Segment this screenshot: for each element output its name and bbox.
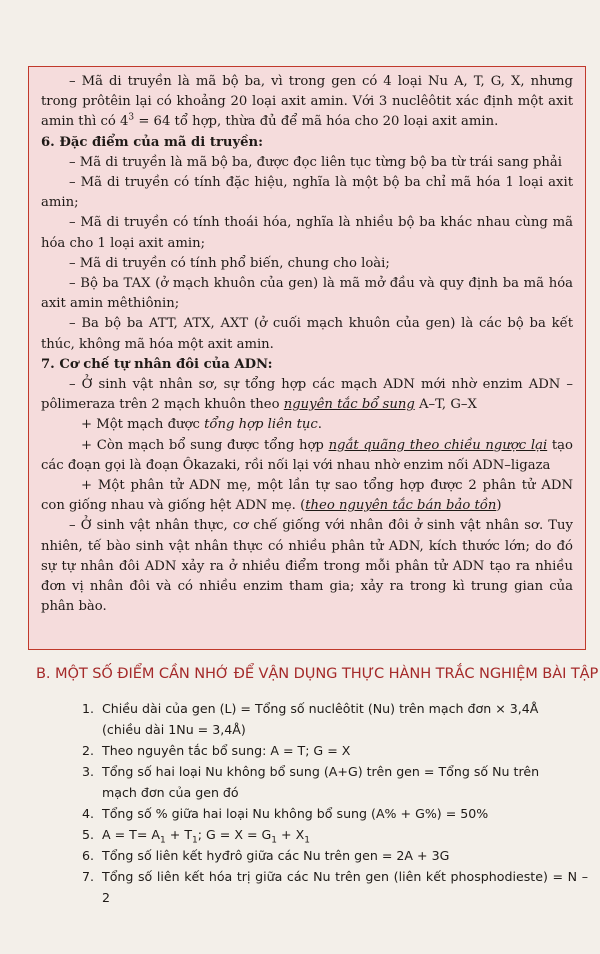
paragraph-lagging-strand: + Còn mạch bổ sung được tổng hợp ngắt quãng theo chiều ngược lại tạo các đoạn gọi là đoạn Ôkazaki, rồi nối lại với nhau nhờ enzim nối ADN–ligaza xyxy=(41,437,573,473)
paragraph-feature-4: – Mã di truyền có tính phổ biến, chung cho loài; xyxy=(69,255,390,271)
paragraph-replication-prokaryote: – Ở sinh vật nhân sơ, sự tổng hợp các mạch ADN mới nhờ enzim ADN – pôlimeraza trên 2 mạch khuôn theo nguyên tắc bổ sung A–T, G–X xyxy=(41,377,573,413)
paragraph-replication-eukaryote: – Ở sinh vật nhân thực, cơ chế giống với nhân đôi ở sinh vật nhân sơ. Tuy nhiên, tế bào sinh vật nhân thực có nhiều phân tử ADN, kích thước lớn; do đó sự tự nhân đôi ADN xảy ra ở nhiều điểm trong mỗi phân tử ADN tạo ra nhiều đơn vị nhân đôi và có nhiều enzim tham gia; xảy ra trong kì trung gian của phân bào. xyxy=(41,518,573,615)
list-item: 3. Tổng số hai loại Nu không bổ sung (A+G) trên gen = Tổng số Nu trên mạch đơn của gen đó xyxy=(82,764,540,800)
list-item: 2. Theo nguyên tắc bổ sung: A = T; G = X xyxy=(82,743,351,758)
section-b-title: B. MỘT SỐ ĐIỂM CẦN NHỚ ĐỂ VẬN DỤNG THỰC HÀNH TRẮC NGHIỆM BÀI TẬP xyxy=(36,665,599,682)
paragraph-semiconservative: + Một phân tử ADN mẹ, một lần tự sao tổng hợp được 2 phân tử ADN con giống nhau và giống hệt ADN mẹ. (theo nguyên tắc bán bảo tồn) xyxy=(41,478,573,514)
paragraph-feature-1: – Mã di truyền là mã bộ ba, được đọc liên tục từng bộ ba từ trái sang phải xyxy=(69,154,562,170)
list-item: 4. Tổng số % giữa hai loại Nu không bổ sung (A% + G%) = 50% xyxy=(82,806,489,821)
paragraph-feature-2: – Mã di truyền có tính đặc hiệu, nghĩa là một bộ ba chỉ mã hóa 1 loại axit amin; xyxy=(41,175,573,211)
heading-section-7: 7. Cơ chế tự nhân đôi của ADN: xyxy=(41,356,273,372)
list-item: 1. Chiều dài của gen (L) = Tổng số nuclêôtit (Nu) trên mạch đơn × 3,4Å (chiều dài 1Nu = 3,4Å) xyxy=(82,701,539,737)
paragraph-genetic-code-triplet: – Mã di truyền là mã bộ ba, vì trong gen có 4 loại Nu A, T, G, X, nhưng trong prôtêin lại có khoảng 20 loại axit amin. Với 3 nuclêôtit xác định một axit amin thì có $4^3 = 64$ tổ hợp, thừa đủ để mã hóa cho 20 loại axit amin. xyxy=(41,74,573,130)
formula-list xyxy=(82,698,588,908)
paragraph-feature-6: – Ba bộ ba ATT, ATX, AXT (ở cuối mạch khuôn của gen) là các bộ ba kết thúc, không mã hóa một axit amin. xyxy=(41,316,573,352)
content-box xyxy=(28,66,586,650)
paragraph-leading-strand: + Một mạch được tổng hợp liên tục. xyxy=(81,417,322,433)
paragraph-feature-3: – Mã di truyền có tính thoái hóa, nghĩa là nhiều bộ ba khác nhau cùng mã hóa cho 1 loại axit amin; xyxy=(41,215,573,251)
list-item: 5. $A = T= A_1 + T_1$; $G = X = G_1 + X_1$ xyxy=(82,827,310,846)
list-item: 6. Tổng số liên kết hyđrô giữa các Nu trên gen = 2A + 3G xyxy=(82,848,450,863)
heading-section-6: 6. Đặc điểm của mã di truyền: xyxy=(41,134,264,150)
list-item: 7. Tổng số liên kết hóa trị giữa các Nu trên gen (liên kết phosphodieste) = N – 2 xyxy=(82,869,588,905)
paragraph-feature-5: – Bộ ba TAX (ở mạch khuôn của gen) là mã mở đầu và quy định ba mã hóa axit amin mêthiônin; xyxy=(41,276,573,312)
